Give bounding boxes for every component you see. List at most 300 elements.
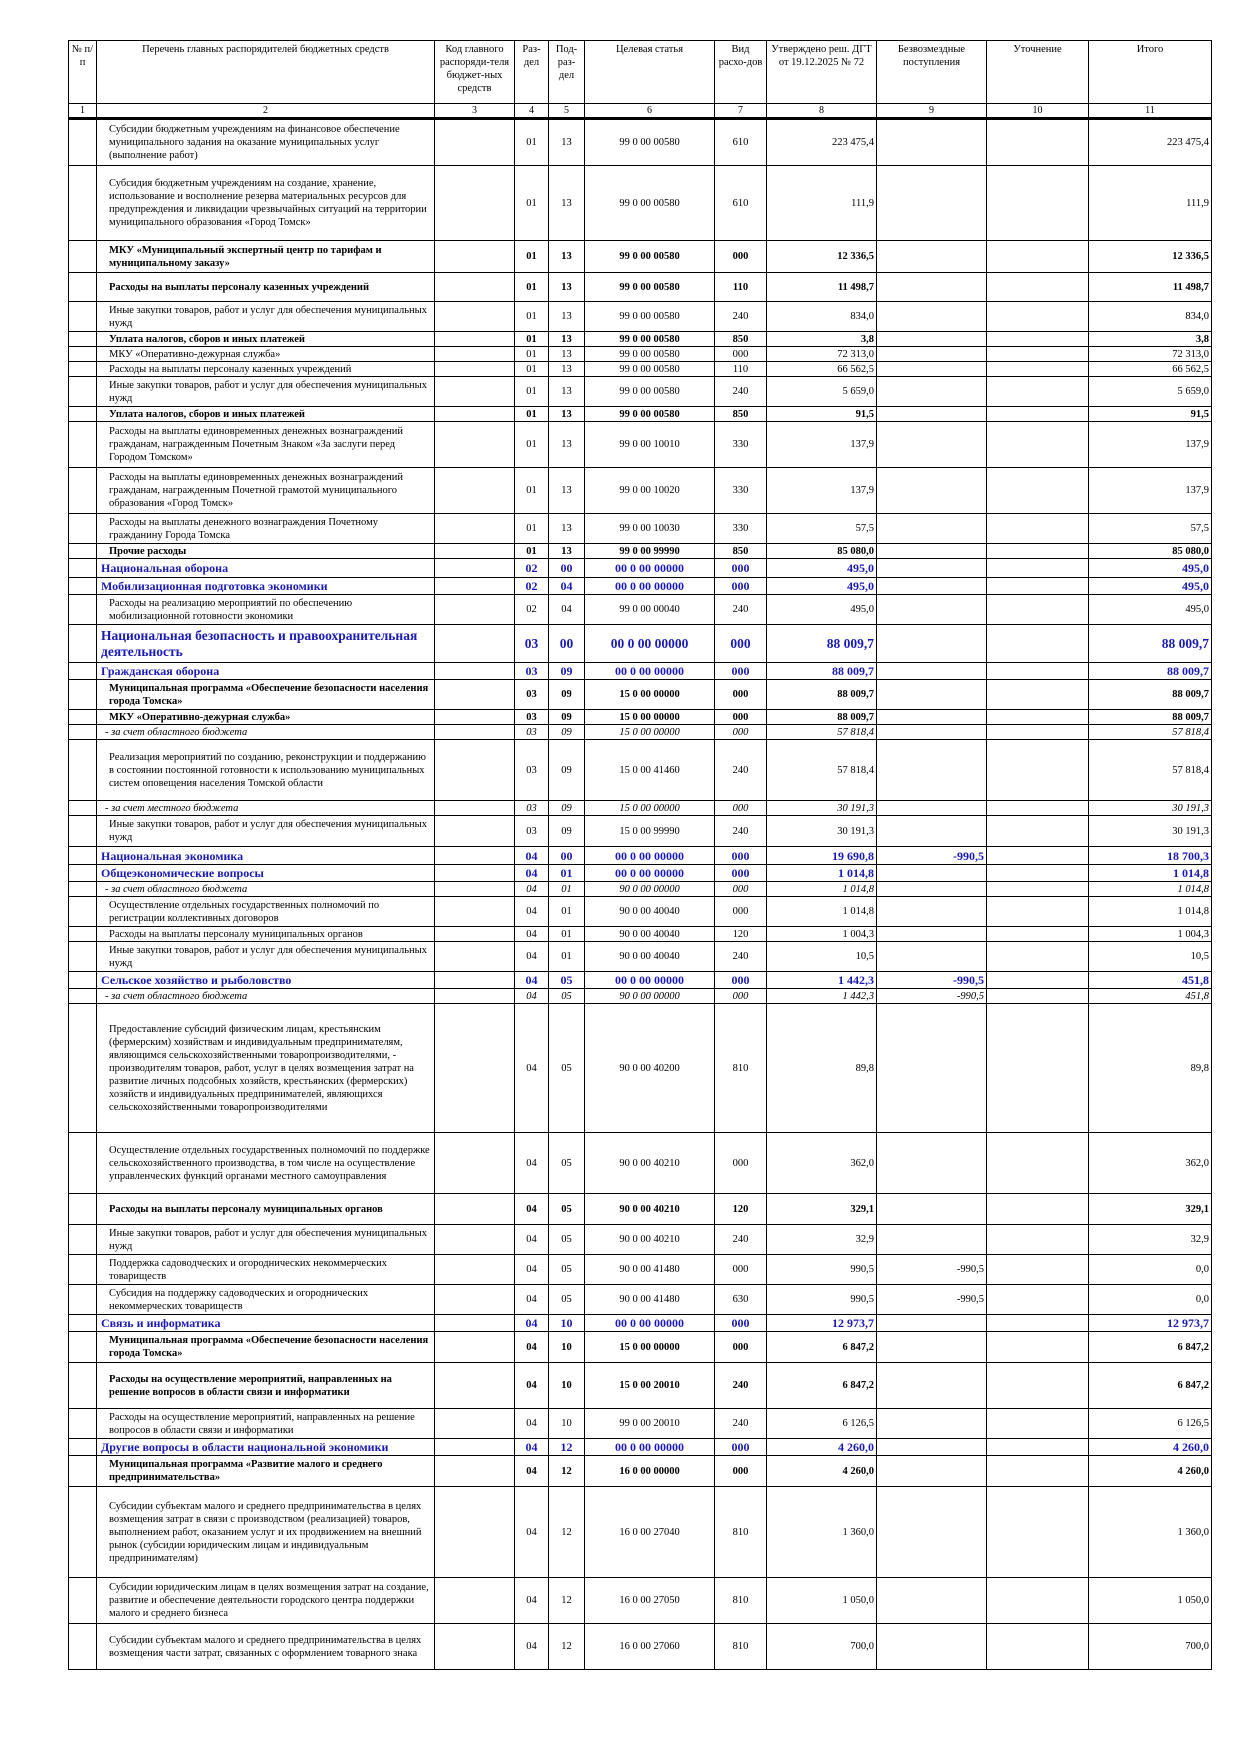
table-row bbox=[69, 1315, 1212, 1332]
cell-approved: 6 847,2 bbox=[767, 1332, 877, 1363]
cell-cst: 15 0 00 00000 bbox=[585, 680, 715, 710]
cell-utoch bbox=[987, 710, 1089, 725]
cell-cst: 16 0 00 27040 bbox=[585, 1487, 715, 1578]
cell-itogo: 834,0 bbox=[1089, 302, 1212, 332]
cell-gr-code bbox=[435, 332, 515, 347]
cell-approved: 1 050,0 bbox=[767, 1578, 877, 1624]
cell-bezv bbox=[877, 166, 987, 241]
cell-podrazdel: 09 bbox=[549, 710, 585, 725]
cell-utoch bbox=[987, 578, 1089, 595]
table-row bbox=[69, 544, 1212, 559]
column-number: 6 bbox=[585, 104, 715, 119]
cell-itogo: 137,9 bbox=[1089, 422, 1212, 468]
cell-itogo: 1 050,0 bbox=[1089, 1578, 1212, 1624]
cell-cst: 00 0 00 00000 bbox=[585, 559, 715, 578]
cell-itogo: 6 847,2 bbox=[1089, 1363, 1212, 1409]
cell-podrazdel: 09 bbox=[549, 801, 585, 816]
cell-podrazdel: 05 bbox=[549, 1255, 585, 1285]
cell-bezv: -990,5 bbox=[877, 847, 987, 865]
cell-utoch bbox=[987, 273, 1089, 302]
cell-cst: 99 0 00 00580 bbox=[585, 377, 715, 407]
cell-num bbox=[69, 468, 97, 514]
cell-itogo: 88 009,7 bbox=[1089, 680, 1212, 710]
cell-gr-code bbox=[435, 1332, 515, 1363]
cell-num bbox=[69, 347, 97, 362]
cell-gr-code bbox=[435, 241, 515, 273]
cell-cst: 99 0 00 10020 bbox=[585, 468, 715, 514]
cell-podrazdel: 13 bbox=[549, 407, 585, 422]
cell-gr-code bbox=[435, 1363, 515, 1409]
cell-cst: 15 0 00 99990 bbox=[585, 816, 715, 847]
cell-razdel: 01 bbox=[515, 166, 549, 241]
cell-cst: 99 0 00 00580 bbox=[585, 407, 715, 422]
cell-itogo: 57,5 bbox=[1089, 514, 1212, 544]
cell-vr: 000 bbox=[715, 1255, 767, 1285]
header-bezv: Безвозмездные поступления bbox=[877, 41, 987, 104]
cell-podrazdel: 01 bbox=[549, 882, 585, 897]
table-row bbox=[69, 625, 1212, 663]
cell-vr: 810 bbox=[715, 1004, 767, 1133]
cell-bezv bbox=[877, 422, 987, 468]
cell-itogo: 329,1 bbox=[1089, 1194, 1212, 1225]
table-row bbox=[69, 1363, 1212, 1409]
cell-itogo: 30 191,3 bbox=[1089, 816, 1212, 847]
table-row bbox=[69, 927, 1212, 942]
cell-gr-code bbox=[435, 347, 515, 362]
cell-approved: 495,0 bbox=[767, 595, 877, 625]
cell-approved: 834,0 bbox=[767, 302, 877, 332]
cell-name: Реализация мероприятий по созданию, реконструкции и поддержанию в состоянии постоянной готовности к использованию муниципальных систем оповещения населения Томской области bbox=[97, 740, 435, 801]
cell-approved: 1 004,3 bbox=[767, 927, 877, 942]
cell-bezv bbox=[877, 1624, 987, 1670]
cell-num bbox=[69, 377, 97, 407]
cell-num bbox=[69, 1487, 97, 1578]
cell-utoch bbox=[987, 347, 1089, 362]
table-row bbox=[69, 119, 1212, 166]
table-row bbox=[69, 514, 1212, 544]
cell-gr-code bbox=[435, 989, 515, 1004]
table-row bbox=[69, 725, 1212, 740]
table-row bbox=[69, 882, 1212, 897]
table-row bbox=[69, 1439, 1212, 1456]
cell-cst: 99 0 00 00040 bbox=[585, 595, 715, 625]
cell-razdel: 04 bbox=[515, 1255, 549, 1285]
cell-utoch bbox=[987, 1409, 1089, 1439]
cell-name: Расходы на выплаты единовременных денежных вознаграждений гражданам, награжденным Почетным Знаком «За заслуги перед Городом Томском» bbox=[97, 422, 435, 468]
cell-cst: 99 0 00 10030 bbox=[585, 514, 715, 544]
cell-name: Субсидии субъектам малого и среднего предпринимательства в целях возмещения части затрат, связанных с оформлением товарного знака bbox=[97, 1624, 435, 1670]
cell-name: Расходы на реализацию мероприятий по обеспечению мобилизационной готовности экономики bbox=[97, 595, 435, 625]
cell-bezv bbox=[877, 1315, 987, 1332]
cell-bezv bbox=[877, 302, 987, 332]
cell-utoch bbox=[987, 1487, 1089, 1578]
cell-razdel: 01 bbox=[515, 377, 549, 407]
cell-num bbox=[69, 882, 97, 897]
cell-gr-code bbox=[435, 1225, 515, 1255]
cell-razdel: 04 bbox=[515, 1315, 549, 1332]
cell-gr-code bbox=[435, 468, 515, 514]
cell-itogo: 85 080,0 bbox=[1089, 544, 1212, 559]
cell-num bbox=[69, 1315, 97, 1332]
cell-razdel: 03 bbox=[515, 740, 549, 801]
cell-num bbox=[69, 422, 97, 468]
cell-gr-code bbox=[435, 847, 515, 865]
cell-gr-code bbox=[435, 801, 515, 816]
cell-approved: 329,1 bbox=[767, 1194, 877, 1225]
cell-num bbox=[69, 407, 97, 422]
cell-approved: 57,5 bbox=[767, 514, 877, 544]
cell-vr: 000 bbox=[715, 972, 767, 989]
cell-vr: 000 bbox=[715, 1133, 767, 1194]
cell-gr-code bbox=[435, 710, 515, 725]
cell-itogo: 5 659,0 bbox=[1089, 377, 1212, 407]
cell-utoch bbox=[987, 740, 1089, 801]
cell-podrazdel: 05 bbox=[549, 1133, 585, 1194]
cell-utoch bbox=[987, 1624, 1089, 1670]
cell-cst: 90 0 00 00000 bbox=[585, 989, 715, 1004]
cell-bezv bbox=[877, 663, 987, 680]
cell-razdel: 04 bbox=[515, 1487, 549, 1578]
cell-utoch bbox=[987, 625, 1089, 663]
cell-num bbox=[69, 1285, 97, 1315]
cell-num bbox=[69, 514, 97, 544]
cell-gr-code bbox=[435, 740, 515, 801]
cell-gr-code bbox=[435, 1487, 515, 1578]
cell-cst: 00 0 00 00000 bbox=[585, 1439, 715, 1456]
cell-razdel: 02 bbox=[515, 559, 549, 578]
cell-podrazdel: 13 bbox=[549, 241, 585, 273]
cell-podrazdel: 13 bbox=[549, 347, 585, 362]
cell-itogo: 6 126,5 bbox=[1089, 1409, 1212, 1439]
cell-bezv bbox=[877, 740, 987, 801]
cell-num bbox=[69, 1624, 97, 1670]
cell-cst: 15 0 00 20010 bbox=[585, 1363, 715, 1409]
cell-name: Гражданская оборона bbox=[97, 663, 435, 680]
cell-bezv bbox=[877, 865, 987, 882]
cell-bezv: -990,5 bbox=[877, 1285, 987, 1315]
table-row bbox=[69, 816, 1212, 847]
cell-approved: 4 260,0 bbox=[767, 1439, 877, 1456]
cell-bezv bbox=[877, 897, 987, 927]
cell-utoch bbox=[987, 362, 1089, 377]
cell-podrazdel: 10 bbox=[549, 1315, 585, 1332]
cell-podrazdel: 01 bbox=[549, 942, 585, 972]
cell-gr-code bbox=[435, 302, 515, 332]
cell-approved: 89,8 bbox=[767, 1004, 877, 1133]
cell-bezv bbox=[877, 816, 987, 847]
cell-utoch bbox=[987, 972, 1089, 989]
cell-gr-code bbox=[435, 362, 515, 377]
cell-utoch bbox=[987, 847, 1089, 865]
cell-podrazdel: 04 bbox=[549, 595, 585, 625]
cell-itogo: 18 700,3 bbox=[1089, 847, 1212, 865]
cell-vr: 850 bbox=[715, 332, 767, 347]
cell-itogo: 89,8 bbox=[1089, 1004, 1212, 1133]
cell-razdel: 01 bbox=[515, 347, 549, 362]
cell-razdel: 04 bbox=[515, 1439, 549, 1456]
cell-podrazdel: 12 bbox=[549, 1487, 585, 1578]
cell-utoch bbox=[987, 1315, 1089, 1332]
cell-gr-code bbox=[435, 680, 515, 710]
cell-gr-code bbox=[435, 725, 515, 740]
cell-vr: 000 bbox=[715, 680, 767, 710]
cell-utoch bbox=[987, 241, 1089, 273]
cell-vr: 000 bbox=[715, 989, 767, 1004]
cell-num bbox=[69, 801, 97, 816]
header-razdel: Раз-дел bbox=[515, 41, 549, 104]
cell-approved: 30 191,3 bbox=[767, 801, 877, 816]
cell-podrazdel: 13 bbox=[549, 422, 585, 468]
cell-itogo: 1 004,3 bbox=[1089, 927, 1212, 942]
cell-num bbox=[69, 119, 97, 166]
cell-cst: 15 0 00 00000 bbox=[585, 725, 715, 740]
cell-name: Расходы на выплаты персоналу казенных учреждений bbox=[97, 273, 435, 302]
cell-utoch bbox=[987, 407, 1089, 422]
cell-name: Субсидия на поддержку садоводческих и огороднических некоммерческих товариществ bbox=[97, 1285, 435, 1315]
cell-approved: 495,0 bbox=[767, 578, 877, 595]
cell-num bbox=[69, 332, 97, 347]
cell-gr-code bbox=[435, 422, 515, 468]
cell-itogo: 495,0 bbox=[1089, 559, 1212, 578]
cell-itogo: 223 475,4 bbox=[1089, 119, 1212, 166]
cell-bezv bbox=[877, 241, 987, 273]
cell-itogo: 111,9 bbox=[1089, 166, 1212, 241]
cell-itogo: 10,5 bbox=[1089, 942, 1212, 972]
cell-gr-code bbox=[435, 559, 515, 578]
cell-podrazdel: 12 bbox=[549, 1578, 585, 1624]
table-row bbox=[69, 1409, 1212, 1439]
cell-num bbox=[69, 166, 97, 241]
cell-razdel: 04 bbox=[515, 1004, 549, 1133]
cell-approved: 1 360,0 bbox=[767, 1487, 877, 1578]
cell-vr: 000 bbox=[715, 801, 767, 816]
header-vr: Вид расхо-дов bbox=[715, 41, 767, 104]
cell-num bbox=[69, 710, 97, 725]
cell-name: Иные закупки товаров, работ и услуг для обеспечения муниципальных нужд bbox=[97, 942, 435, 972]
cell-cst: 00 0 00 00000 bbox=[585, 972, 715, 989]
cell-bezv bbox=[877, 1004, 987, 1133]
cell-gr-code bbox=[435, 273, 515, 302]
cell-razdel: 03 bbox=[515, 801, 549, 816]
cell-gr-code bbox=[435, 1456, 515, 1487]
cell-utoch bbox=[987, 544, 1089, 559]
cell-name: Муниципальная программа «Обеспечение безопасности населения города Томска» bbox=[97, 1332, 435, 1363]
cell-bezv bbox=[877, 1225, 987, 1255]
cell-vr: 810 bbox=[715, 1487, 767, 1578]
cell-name: Иные закупки товаров, работ и услуг для обеспечения муниципальных нужд bbox=[97, 816, 435, 847]
cell-razdel: 03 bbox=[515, 725, 549, 740]
cell-utoch bbox=[987, 1285, 1089, 1315]
cell-cst: 90 0 00 00000 bbox=[585, 882, 715, 897]
cell-razdel: 04 bbox=[515, 989, 549, 1004]
column-number: 3 bbox=[435, 104, 515, 119]
cell-name: Прочие расходы bbox=[97, 544, 435, 559]
table-row bbox=[69, 559, 1212, 578]
cell-razdel: 04 bbox=[515, 847, 549, 865]
cell-podrazdel: 13 bbox=[549, 468, 585, 514]
table-row bbox=[69, 1255, 1212, 1285]
cell-vr: 240 bbox=[715, 1225, 767, 1255]
cell-utoch bbox=[987, 725, 1089, 740]
cell-cst: 90 0 00 40210 bbox=[585, 1133, 715, 1194]
cell-razdel: 01 bbox=[515, 332, 549, 347]
cell-podrazdel: 05 bbox=[549, 989, 585, 1004]
cell-itogo: 362,0 bbox=[1089, 1133, 1212, 1194]
cell-cst: 99 0 00 00580 bbox=[585, 302, 715, 332]
cell-approved: 1 442,3 bbox=[767, 989, 877, 1004]
cell-podrazdel: 13 bbox=[549, 514, 585, 544]
cell-bezv: -990,5 bbox=[877, 1255, 987, 1285]
cell-num bbox=[69, 663, 97, 680]
cell-itogo: 12 336,5 bbox=[1089, 241, 1212, 273]
cell-itogo: 451,8 bbox=[1089, 972, 1212, 989]
cell-num bbox=[69, 816, 97, 847]
cell-podrazdel: 12 bbox=[549, 1456, 585, 1487]
cell-razdel: 01 bbox=[515, 241, 549, 273]
cell-gr-code bbox=[435, 1285, 515, 1315]
column-number: 1 bbox=[69, 104, 97, 119]
cell-name: Связь и информатика bbox=[97, 1315, 435, 1332]
cell-gr-code bbox=[435, 1255, 515, 1285]
cell-vr: 610 bbox=[715, 119, 767, 166]
cell-num bbox=[69, 1255, 97, 1285]
cell-cst: 90 0 00 40210 bbox=[585, 1194, 715, 1225]
cell-bezv bbox=[877, 725, 987, 740]
cell-name: Поддержка садоводческих и огороднических некоммерческих товариществ bbox=[97, 1255, 435, 1285]
cell-itogo: 12 973,7 bbox=[1089, 1315, 1212, 1332]
cell-num bbox=[69, 559, 97, 578]
cell-gr-code bbox=[435, 1194, 515, 1225]
table-row bbox=[69, 1332, 1212, 1363]
cell-vr: 240 bbox=[715, 1363, 767, 1409]
cell-vr: 330 bbox=[715, 422, 767, 468]
cell-vr: 000 bbox=[715, 241, 767, 273]
cell-approved: 1 014,8 bbox=[767, 882, 877, 897]
cell-razdel: 03 bbox=[515, 663, 549, 680]
cell-vr: 850 bbox=[715, 544, 767, 559]
cell-num bbox=[69, 273, 97, 302]
header-podrazdel: Под-раз-дел bbox=[549, 41, 585, 104]
cell-cst: 16 0 00 27060 bbox=[585, 1624, 715, 1670]
cell-itogo: 1 360,0 bbox=[1089, 1487, 1212, 1578]
cell-vr: 000 bbox=[715, 847, 767, 865]
cell-num bbox=[69, 578, 97, 595]
table-row bbox=[69, 1487, 1212, 1578]
cell-name: Субсидии бюджетным учреждениям на финансовое обеспечение муниципального задания на оказание муниципальных услуг (выполнение работ) bbox=[97, 119, 435, 166]
cell-podrazdel: 12 bbox=[549, 1624, 585, 1670]
cell-utoch bbox=[987, 1255, 1089, 1285]
table-header-row bbox=[69, 41, 1212, 104]
cell-bezv bbox=[877, 1439, 987, 1456]
cell-itogo: 451,8 bbox=[1089, 989, 1212, 1004]
cell-name: Уплата налогов, сборов и иных платежей bbox=[97, 332, 435, 347]
cell-itogo: 137,9 bbox=[1089, 468, 1212, 514]
cell-podrazdel: 00 bbox=[549, 847, 585, 865]
cell-bezv: -990,5 bbox=[877, 989, 987, 1004]
cell-bezv bbox=[877, 514, 987, 544]
cell-bezv bbox=[877, 544, 987, 559]
cell-vr: 240 bbox=[715, 740, 767, 801]
cell-bezv bbox=[877, 595, 987, 625]
cell-vr: 000 bbox=[715, 882, 767, 897]
cell-approved: 88 009,7 bbox=[767, 663, 877, 680]
cell-approved: 1 014,8 bbox=[767, 897, 877, 927]
cell-approved: 137,9 bbox=[767, 468, 877, 514]
cell-itogo: 88 009,7 bbox=[1089, 710, 1212, 725]
cell-utoch bbox=[987, 882, 1089, 897]
cell-name: Расходы на выплаты персоналу муниципальных органов bbox=[97, 927, 435, 942]
table-row bbox=[69, 1578, 1212, 1624]
cell-name: Национальная экономика bbox=[97, 847, 435, 865]
cell-razdel: 01 bbox=[515, 514, 549, 544]
cell-approved: 30 191,3 bbox=[767, 816, 877, 847]
cell-approved: 57 818,4 bbox=[767, 725, 877, 740]
cell-cst: 90 0 00 40200 bbox=[585, 1004, 715, 1133]
cell-razdel: 04 bbox=[515, 882, 549, 897]
cell-approved: 11 498,7 bbox=[767, 273, 877, 302]
cell-num bbox=[69, 725, 97, 740]
cell-cst: 15 0 00 00000 bbox=[585, 1332, 715, 1363]
cell-utoch bbox=[987, 332, 1089, 347]
cell-gr-code bbox=[435, 882, 515, 897]
cell-bezv bbox=[877, 801, 987, 816]
column-number: 5 bbox=[549, 104, 585, 119]
cell-gr-code bbox=[435, 897, 515, 927]
cell-num bbox=[69, 897, 97, 927]
cell-vr: 000 bbox=[715, 1332, 767, 1363]
cell-approved: 19 690,8 bbox=[767, 847, 877, 865]
cell-name: Субсидии юридическим лицам в целях возмещения затрат на создание, развитие и обеспечение деятельности городского центра поддержки малого и среднего бизнеса bbox=[97, 1578, 435, 1624]
cell-num bbox=[69, 362, 97, 377]
cell-podrazdel: 09 bbox=[549, 680, 585, 710]
header-num: № п/п bbox=[69, 41, 97, 104]
table-row bbox=[69, 1225, 1212, 1255]
table-row bbox=[69, 347, 1212, 362]
cell-itogo: 495,0 bbox=[1089, 595, 1212, 625]
cell-itogo: 32,9 bbox=[1089, 1225, 1212, 1255]
cell-num bbox=[69, 1194, 97, 1225]
cell-utoch bbox=[987, 1578, 1089, 1624]
cell-gr-code bbox=[435, 166, 515, 241]
cell-approved: 88 009,7 bbox=[767, 680, 877, 710]
cell-cst: 99 0 00 10010 bbox=[585, 422, 715, 468]
budget-table-sheet bbox=[68, 40, 1211, 1670]
cell-utoch bbox=[987, 865, 1089, 882]
cell-vr: 810 bbox=[715, 1578, 767, 1624]
cell-cst: 16 0 00 00000 bbox=[585, 1456, 715, 1487]
column-number: 10 bbox=[987, 104, 1089, 119]
cell-approved: 4 260,0 bbox=[767, 1456, 877, 1487]
cell-vr: 000 bbox=[715, 625, 767, 663]
cell-bezv bbox=[877, 1409, 987, 1439]
cell-itogo: 72 313,0 bbox=[1089, 347, 1212, 362]
cell-cst: 99 0 00 00580 bbox=[585, 362, 715, 377]
column-number: 8 bbox=[767, 104, 877, 119]
cell-cst: 90 0 00 40210 bbox=[585, 1225, 715, 1255]
cell-utoch bbox=[987, 663, 1089, 680]
cell-name: Национальная безопасность и правоохранительная деятельность bbox=[97, 625, 435, 663]
cell-utoch bbox=[987, 1133, 1089, 1194]
cell-bezv bbox=[877, 680, 987, 710]
table-row bbox=[69, 1133, 1212, 1194]
cell-razdel: 01 bbox=[515, 468, 549, 514]
cell-num bbox=[69, 927, 97, 942]
table-row bbox=[69, 595, 1212, 625]
cell-gr-code bbox=[435, 377, 515, 407]
table-body bbox=[69, 119, 1212, 1670]
table-row bbox=[69, 989, 1212, 1004]
cell-cst: 90 0 00 40040 bbox=[585, 942, 715, 972]
